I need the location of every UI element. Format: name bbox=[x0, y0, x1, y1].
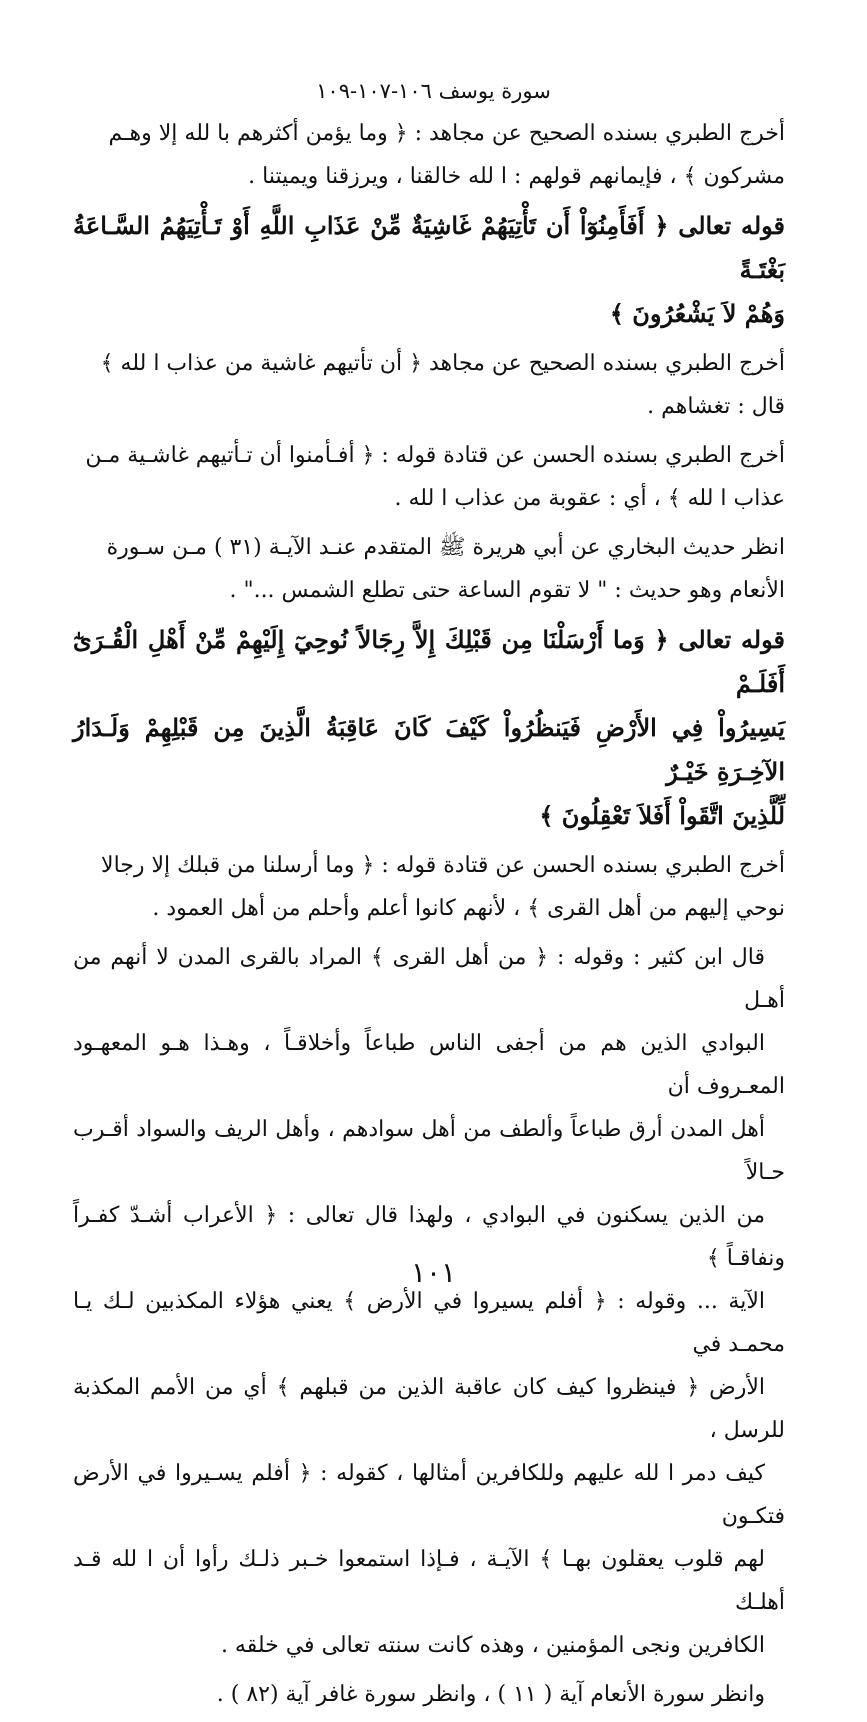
text-line: نوحي إليهم من أهل القرى ﴾ ، لأنهم كانوا أعلم وأحلم من أهل العمود . bbox=[152, 896, 785, 921]
ayah-line: قوله تعالى ﴿ أَفَأَمِنُوٓاْ أَن تَأْتِيَهُمْ غَاشِيَةٌ مِّنْ عَذَابِ اللَّهِ أَوْ تَـأْتِيَهُمُ السَّـاعَةُ بَغْتَـةً bbox=[73, 211, 785, 284]
text-line: الآية ... وقوله : ﴿ أفلم يسيروا في الأرض ﴾ يعني هؤلاء المكذبين لـك يـا محمـد في bbox=[73, 1289, 785, 1357]
paragraph-mujahid-ghashiya bbox=[73, 342, 785, 428]
page-number: ١٠١ bbox=[410, 1256, 457, 1289]
ayah-line: وَهُمْ لاَ يَشْعُرُونَ ﴾ bbox=[609, 299, 785, 328]
page-header: سورة يوسف ١٠٦-١٠٧-١٠٩ bbox=[316, 79, 551, 103]
paragraph-bukhari-hadith bbox=[73, 526, 785, 612]
text-line: عذاب ا لله ﴾ ، أي : عقوبة من عذاب ا لله . bbox=[394, 486, 785, 511]
ayah-109 bbox=[73, 618, 785, 838]
text-line: أخرج الطبري بسنده الحسن عن قتادة قوله : ﴿ أفـأمنوا أن تـأتيهم غاشـية مـن bbox=[85, 443, 785, 468]
ayah-107 bbox=[73, 204, 785, 336]
text-line: الكافرين ونجى المؤمنين ، وهذه كانت سنته تعالى في خلقه . bbox=[220, 1633, 765, 1658]
paragraph-qatada-ghashiya bbox=[73, 434, 785, 520]
text-line: قال : تغشاهم . bbox=[647, 394, 785, 419]
ayah-line: قوله تعالى ﴿ وَما أَرْسَلْنَا مِن قَبْلِكَ إِلاَّ رِجَالاً نُوحِيٓ إِلَيْهِمْ مِّنْ أَهْلِ الْقُـرَىٰٓ أَفَلَـمْ bbox=[73, 625, 785, 698]
paragraph-cross-reference bbox=[73, 1673, 785, 1716]
text-line: البوادي الذين هم من أجفى الناس طباعاً وأخلاقـاً ، وهـذا هـو المعهـود المعـروف أن bbox=[73, 1031, 785, 1099]
text-line: أخرج الطبري بسنده الحسن عن قتادة قوله : ﴿ وما أرسلنا من قبلك إلا رجالا bbox=[101, 853, 785, 878]
text-line: من الذين يسكنون في البوادي ، ولهذا قال تعالى : ﴿ الأعراب أشـدّ كفـراً ونفاقـاً ﴾ bbox=[73, 1203, 785, 1271]
text-line: انظر حديث البخاري عن أبي هريرة ﷺ المتقدم عنـد الآيـة (٣١ ) مـن سـورة bbox=[106, 535, 785, 560]
ayah-line: لِّلَّذِينَ اتَّقَواْ أَفَلاَ تَعْقِلُونَ ﴾ bbox=[539, 801, 785, 830]
paragraph-mujahid-shirk bbox=[73, 112, 785, 198]
ayah-line: يَسِيرُواْ فِي الأَرْضِ فَيَنظُرُواْ كَيْفَ كَانَ عَاقِبَةُ الَّذِينَ مِن قَبْلِهِمْ وَلَـدَارُ الآخِـرَةِ خَيْـرٌ bbox=[73, 713, 785, 786]
text-line: أخرج الطبري بسنده الصحيح عن مجاهد ﴿ أن تأتيهم غاشية من عذاب ا لله ﴾ bbox=[100, 351, 785, 376]
text-line: الأرض ﴿ فينظروا كيف كان عاقبة الذين من قبلهم ﴾ أي من الأمم المكذبة للرسل ، bbox=[73, 1375, 785, 1443]
text-line: قال ابن كثير : وقوله : ﴿ من أهل القرى ﴾ المراد بالقرى المدن لا أنهم من أهـل bbox=[73, 945, 785, 1013]
text-line: وانظر سورة الأنعام آية ( ١١ ) ، وانظر سورة غافر آية (٨٢ ) . bbox=[216, 1682, 765, 1707]
page-body bbox=[73, 112, 785, 1722]
paragraph-qatada-rijal bbox=[73, 844, 785, 930]
paragraph-ibn-kathir bbox=[73, 936, 785, 1667]
text-line: لهم قلوب يعقلون بهـا ﴾ الآيـة ، فـإذا استمعوا خـبر ذلـك رأوا أن ا لله قـد أهلـك bbox=[73, 1547, 785, 1615]
text-line: كيف دمر ا لله عليهم وللكافرين أمثالها ، كقوله : ﴿ أفلم يسـيروا في الأرض فتكـون bbox=[73, 1461, 785, 1529]
text-line: أخرج الطبري بسنده الصحيح عن مجاهد : ﴿ وما يؤمن أكثرهم با لله إلا وهـم bbox=[108, 121, 785, 146]
text-line: أهل المدن أرق طباعاً وألطف من أهل سوادهم ، وأهل الريف والسواد أقـرب حـالاً bbox=[73, 1117, 785, 1185]
text-line: مشركون ﴾ ، فإيمانهم قولهم : ا لله خالقنا ، ويرزقنا ويميتنا . bbox=[248, 164, 785, 189]
text-line: الأنعام وهو حديث : " لا تقوم الساعة حتى تطلع الشمس ..." . bbox=[229, 578, 785, 603]
